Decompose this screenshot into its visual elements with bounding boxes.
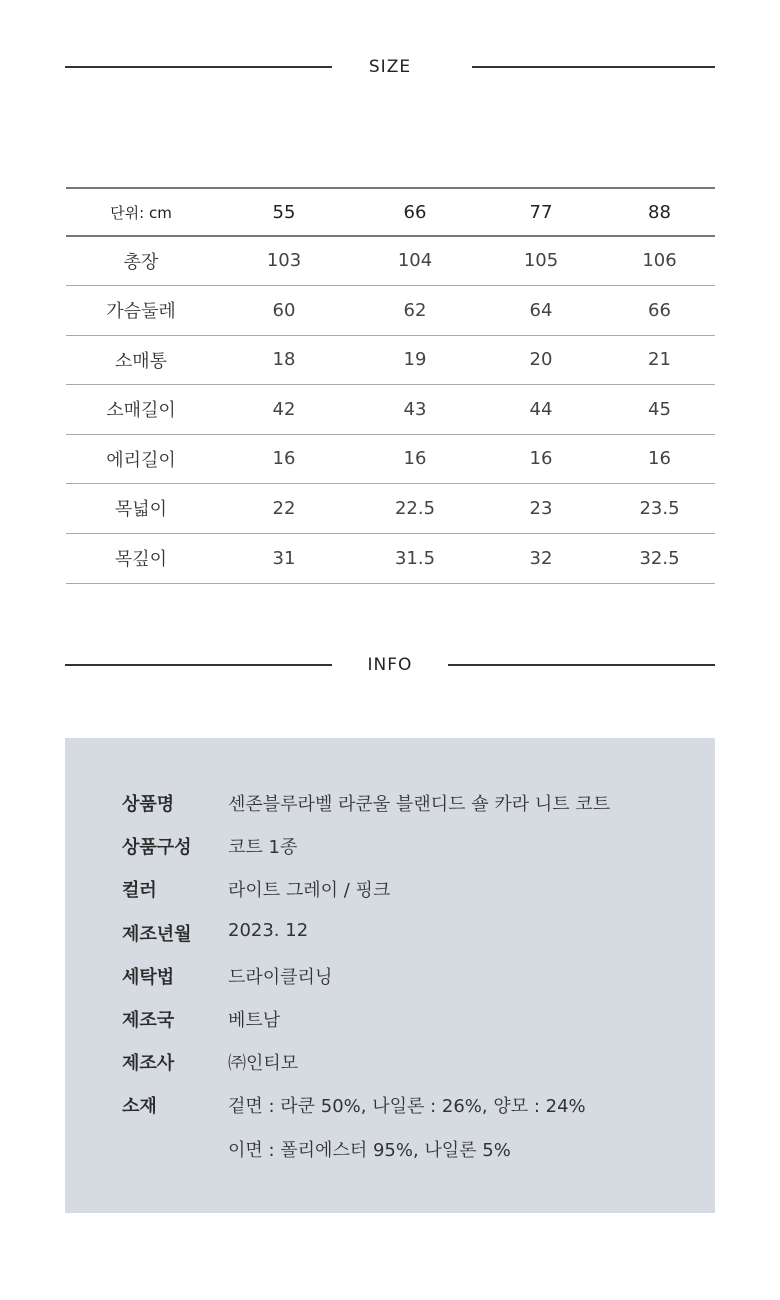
cell-value: 18 xyxy=(216,335,352,384)
row-label: 목깊이 xyxy=(66,533,216,583)
column-header: 66 xyxy=(352,188,478,236)
cell-value: 43 xyxy=(352,384,478,434)
cell-value: 64 xyxy=(478,285,604,335)
cell-value: 106 xyxy=(604,236,715,285)
info-value: 코트 1종 xyxy=(228,837,298,859)
cell-value: 66 xyxy=(604,285,715,335)
cell-value: 31.5 xyxy=(352,533,478,583)
table-row xyxy=(66,434,715,483)
info-section-header xyxy=(65,655,715,675)
size-title: SIZE xyxy=(368,57,412,77)
info-value: 이면 : 폴리에스터 95%, 나일론 5% xyxy=(228,1139,511,1161)
cell-value: 23 xyxy=(478,483,604,533)
info-value: ㈜인티모 xyxy=(228,1053,299,1075)
table-row xyxy=(66,533,715,583)
info-value: 드라이클리닝 xyxy=(228,966,333,988)
info-value: 베트남 xyxy=(228,1010,281,1031)
divider xyxy=(448,664,715,666)
info-label: 상품명 xyxy=(122,794,175,815)
info-value: 겉면 : 라쿤 50%, 나일론 : 26%, 양모 : 24% xyxy=(228,1096,586,1118)
info-title: INFO xyxy=(367,655,413,675)
cell-value: 105 xyxy=(478,236,604,285)
cell-value: 16 xyxy=(352,434,478,483)
size-table xyxy=(66,187,715,584)
divider xyxy=(472,66,715,68)
cell-value: 42 xyxy=(216,384,352,434)
column-header: 77 xyxy=(478,188,604,236)
info-panel xyxy=(65,738,715,1213)
table-row xyxy=(66,236,715,285)
column-header: 88 xyxy=(604,188,715,236)
info-label: 상품구성 xyxy=(122,837,192,859)
info-label: 세탁법 xyxy=(122,966,175,988)
row-label: 에리길이 xyxy=(66,434,216,483)
table-row xyxy=(66,483,715,533)
cell-value: 16 xyxy=(216,434,352,483)
unit-label: 단위: cm xyxy=(66,188,216,236)
cell-value: 23.5 xyxy=(604,483,715,533)
info-label: 제조국 xyxy=(122,1010,175,1031)
info-label: 소재 xyxy=(122,1096,157,1118)
info-value: 라이트 그레이 / 핑크 xyxy=(228,880,391,902)
table-header-row xyxy=(66,188,715,236)
cell-value: 44 xyxy=(478,384,604,434)
table-row xyxy=(66,285,715,335)
row-label: 총장 xyxy=(66,236,216,285)
row-label: 소매통 xyxy=(66,335,216,384)
row-label: 가슴둘레 xyxy=(66,285,216,335)
cell-value: 45 xyxy=(604,384,715,434)
column-header: 55 xyxy=(216,188,352,236)
info-value: 2023. 12 xyxy=(228,919,309,941)
table-row xyxy=(66,335,715,384)
cell-value: 19 xyxy=(352,335,478,384)
cell-value: 32 xyxy=(478,533,604,583)
info-label: 제조사 xyxy=(122,1053,175,1075)
info-label: 컬러 xyxy=(122,880,157,902)
table-row xyxy=(66,384,715,434)
cell-value: 22 xyxy=(216,483,352,533)
cell-value: 60 xyxy=(216,285,352,335)
cell-value: 20 xyxy=(478,335,604,384)
cell-value: 16 xyxy=(478,434,604,483)
cell-value: 31 xyxy=(216,533,352,583)
info-label: 제조년월 xyxy=(122,923,192,945)
cell-value: 22.5 xyxy=(352,483,478,533)
row-label: 목넓이 xyxy=(66,483,216,533)
row-label: 소매길이 xyxy=(66,384,216,434)
info-value: 센존블루라벨 라쿤울 블랜디드 숄 카라 니트 코트 xyxy=(228,794,611,815)
cell-value: 103 xyxy=(216,236,352,285)
size-section-header xyxy=(65,57,715,77)
cell-value: 32.5 xyxy=(604,533,715,583)
cell-value: 62 xyxy=(352,285,478,335)
cell-value: 104 xyxy=(352,236,478,285)
cell-value: 16 xyxy=(604,434,715,483)
cell-value: 21 xyxy=(604,335,715,384)
